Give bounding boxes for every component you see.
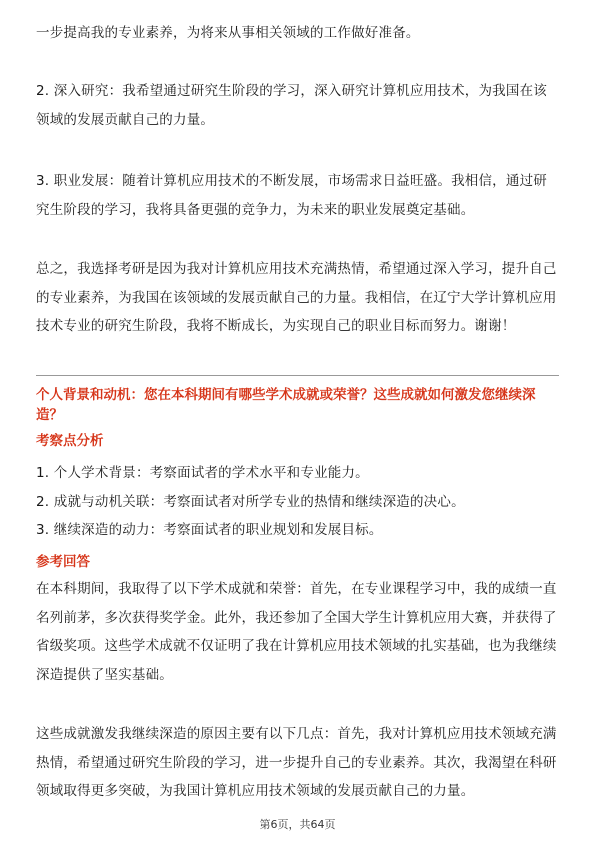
list-item: 3. 继续深造的动力：考察面试者的职业规划和发展目标。 <box>36 522 383 538</box>
question-heading: 个人背景和动机：您在本科期间有哪些学术成就或荣誉？这些成就如何激发您继续深造？ <box>36 387 536 423</box>
section-divider <box>36 375 559 376</box>
analysis-list <box>36 459 559 545</box>
page-number: 第6页，共64页 <box>259 818 336 831</box>
answer-paragraph-2 <box>36 720 559 806</box>
list-item: 2. 成就与动机关联：考察面试者对所学专业的热情和继续深造的决心。 <box>36 493 465 510</box>
answer-heading: 参考回答 <box>36 554 90 570</box>
answer-paragraph-1 <box>36 575 559 689</box>
paragraph-item-2: 2. 深入研究：我希望通过研究生阶段的学习，深入研究计算机应用技术，为我国在该领域的发展贡献自己的力量。 <box>36 83 547 128</box>
paragraph-item-3: 3. 职业发展：随着计算机应用技术的不断发展，市场需求日益旺盛。我相信，通过研究生阶段的学习，我将具备更强的竞争力，为未来的职业发展奠定基础。 <box>36 173 547 218</box>
answer-text: 这些成就激发我继续深造的原因主要有以下几点：首先，我对计算机应用技术领域充满热情，希望通过研究生阶段的学习，进一步提升自己的专业素养。其次，我渴望在科研领域取得更多突破，为我国计算机应用技术领域的发展贡献自己的力量。 <box>36 726 557 799</box>
analysis-heading: 考察点分析 <box>36 433 104 449</box>
list-item: 1. 个人学术背景：考察面试者的学术水平和专业能力。 <box>36 465 369 481</box>
answer-text: 在本科期间，我取得了以下学术成就和荣誉：首先，在专业课程学习中，我的成绩一直名列前茅，多次获得奖学金。此外，我还参加了全国大学生计算机应用大赛，并获得了省级奖项。这些学术成就不仅证明了我在计算机应用技术领域的扎实基础，也为我继续深造提供了坚实基础。 <box>36 581 557 683</box>
paragraph-summary: 总之，我选择考研是因为我对计算机应用技术充满热情，希望通过深入学习，提升自己的专业素养，为我国在该领域的发展贡献自己的力量。我相信，在辽宁大学计算机应用技术专业的研究生阶段，我将不断成长，为实现自己的职业目标而努力。谢谢！ <box>36 261 557 334</box>
paragraph-continuation: 一步提高我的专业素养，为将来从事相关领域的工作做好准备。 <box>36 25 420 41</box>
